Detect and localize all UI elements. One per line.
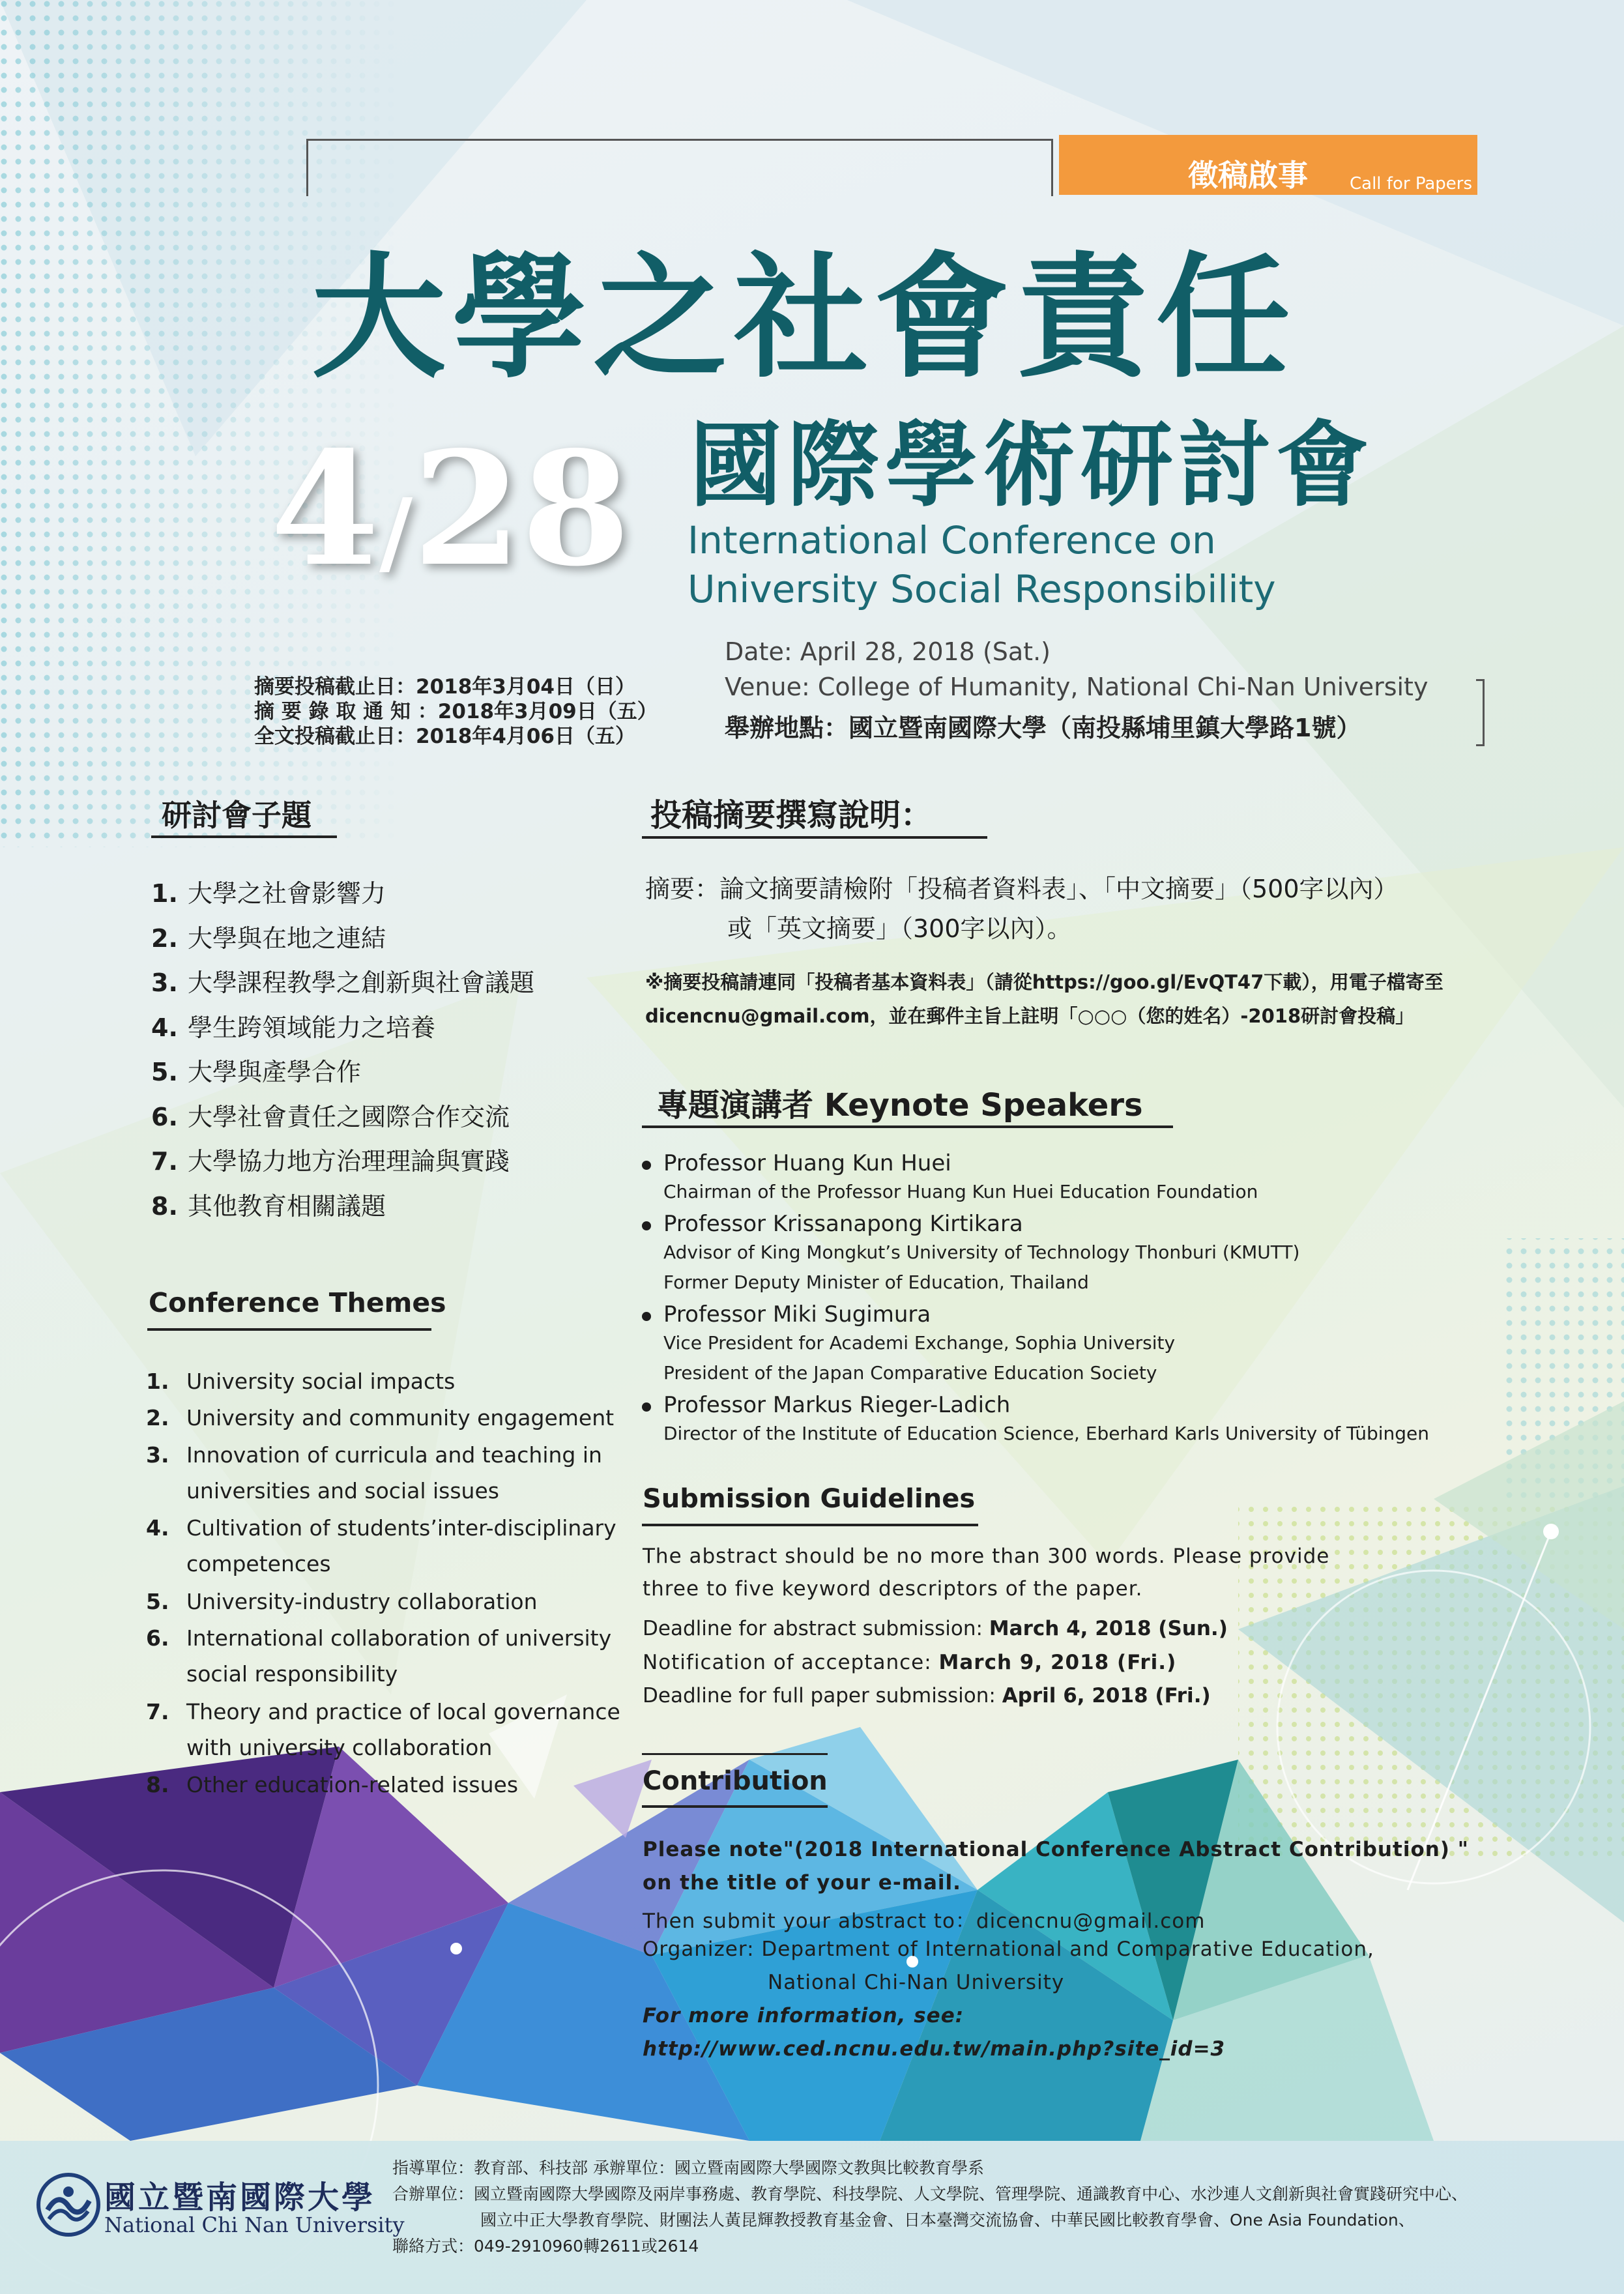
theme-zh-text: 其他教育相關議題 [188,1191,386,1221]
themes-zh-heading: 研討會子題 [162,798,312,833]
theme-zh-text: 學生跨領域能力之培養 [188,1013,436,1042]
contribution-l5: National Chi-Nan University [768,1971,1065,1994]
abstract-guide-line1: 摘要：論文摘要請檢附「投稿者資料表」、「中文摘要」（500字以內） [645,875,1399,903]
abstract-guide-note2 [645,1002,1414,1028]
theme-zh-text: 大學與產學合作 [188,1058,362,1086]
submission-d3-label: Deadline for full paper submission: [643,1684,1002,1707]
submission-d3-value: April 6, 2018 (Fri.) [1002,1684,1211,1707]
theme-en-text-cont: social responsibility [186,1661,398,1687]
submission-deadline-abstract [643,1617,1228,1640]
theme-en-text: Innovation of curricula and teaching in [186,1442,602,1468]
contribution-l3: Then submit your abstract to：dicencnu@gmail.com [643,1909,1206,1933]
submission-notification [643,1651,1176,1674]
theme-zh-item [151,918,386,954]
call-for-papers-tag [1059,135,1477,195]
deadline-abstract-zh: 摘要投稿截止日：2018年3月04日（日） [254,675,635,699]
submission-d2-value: March 9, 2018 (Fri.) [938,1651,1177,1674]
theme-en-text-cont: with university collaboration [186,1734,493,1760]
theme-zh-number: 2. [151,923,178,953]
theme-zh-text: 大學社會責任之國際合作交流 [188,1102,510,1131]
submission-deadline-full [643,1684,1211,1707]
contribution-l6: For more information, see: [643,2004,964,2027]
date-month: 4 [270,417,379,601]
university-name-zh: 國立暨南國際大學 [104,2179,376,2216]
submission-heading: Submission Guidelines [643,1484,976,1514]
theme-zh-text: 大學之社會影響力 [188,879,386,908]
event-date: Date: April 28, 2018 (Sat.) [725,637,1051,666]
theme-en-item [146,1772,519,1798]
theme-zh-item [151,1008,435,1043]
date-separator: / [379,479,413,586]
abstract-guide-note1: ※摘要投稿請連同「投稿者基本資料表」（請從https://goo.gl/EvQT47下載），用電子檔寄至 [645,971,1443,993]
sub-title-zh: 國際學術研討會 [689,411,1374,519]
theme-en-item [146,1588,538,1614]
theme-en-text: Cultivation of students’inter-disciplinary [186,1515,616,1541]
cfp-label-en: Call for Papers [1350,174,1472,194]
header-frame [306,139,1053,196]
keynote-speaker-title: Advisor of King Mongkut’s University of Technology Thonburi (KMUTT) [663,1241,1300,1263]
abstract-guide-note2b: 「○○○（您的姓名）-2018研討會投稿」 [1058,1005,1415,1027]
abstract-guide-note2a: dicencnu@gmail.com，並在郵件主旨上註明 [645,1005,1059,1027]
theme-en-number: 1. [146,1369,169,1394]
theme-en-item [146,1405,615,1431]
submission-d1-value: March 4, 2018 (Sun.) [989,1617,1228,1640]
abstract-guide-line2: 或「英文摘要」（300字以內）。 [727,914,1072,943]
contribution-heading: Contribution [643,1766,828,1796]
contribution-l2: on the title of your e-mail. [643,1871,961,1895]
footer-co-organizers-1: 合辦單位：國立暨南國際大學國際及兩岸事務處、教育學院、科技學院、人文學院、管理學院、通識教育中心、水沙連人文創新與社會實踐研究中心、 [392,2185,1468,2203]
theme-zh-number: 6. [151,1102,178,1131]
footer [0,2141,1624,2294]
theme-en-number: 8. [146,1772,169,1798]
title-en-line2: University Social Responsibility [688,567,1276,611]
contribution-link[interactable]: http://www.ced.ncnu.edu.tw/main.php?site_id=3 [643,2037,1226,2061]
submission-underline [642,1524,978,1526]
theme-zh-number: 4. [151,1013,178,1042]
keynote-speaker-name: Professor Miki Sugimura [663,1301,931,1328]
theme-zh-text: 大學協力地方治理理論與實踐 [188,1147,510,1176]
theme-en-item [146,1515,616,1577]
keynote-speaker-name: Professor Huang Kun Huei [663,1150,951,1176]
theme-en-item [146,1369,456,1394]
abstract-guide-underline [642,836,987,839]
submission-p2: three to five keyword descriptors of the paper. [643,1577,1143,1601]
contribution-topline [642,1753,828,1755]
themes-en-heading: Conference Themes [149,1287,446,1318]
theme-zh-item [151,873,386,909]
title-en-line1: International Conference on [688,518,1216,562]
footer-contact: 聯絡方式：049-2910960轉2611或2614 [392,2237,699,2256]
submission-d1-label: Deadline for abstract submission: [643,1617,989,1640]
keynote-speaker-title: Vice President for Academi Exchange, Sophia University [663,1332,1176,1354]
deadline-full-zh: 全文投稿截止日：2018年4月06日（五） [254,725,635,748]
theme-en-text: University and community engagement [186,1405,615,1431]
theme-en-text: Other education-related issues [186,1772,519,1798]
bullet-dot-icon [642,1402,651,1412]
theme-zh-text: 大學課程教學之創新與社會議題 [188,968,535,997]
theme-en-number: 3. [146,1442,169,1468]
university-name-en: National Chi Nan University [104,2213,405,2237]
keynote-speaker-title: Former Deputy Minister of Education, Thailand [663,1271,1089,1293]
theme-en-number: 4. [146,1515,169,1541]
theme-en-text-cont: competences [186,1551,331,1577]
conference-date-big [270,417,630,601]
keynote-heading: 專題演講者 Keynote Speakers [657,1087,1143,1124]
submission-p1: The abstract should be no more than 300 words. Please provide [643,1545,1330,1568]
theme-zh-item [151,1186,386,1222]
contribution-l1: Please note"(2018 International Conference Abstract Contribution) " [643,1838,1469,1861]
submission-d2-label: Notification of acceptance: [643,1651,939,1674]
deadline-notify-zh: 摘 要 錄 取 通 知 ：2018年3月09日（五） [254,700,658,723]
university-seal-icon [36,2172,101,2237]
contribution-underline [642,1805,828,1808]
event-venue-zh: 舉辦地點：國立暨南國際大學（南投縣埔里鎮大學路1號） [725,714,1361,742]
theme-zh-item [151,1141,510,1177]
theme-en-text: Theory and practice of local governance [186,1698,620,1724]
theme-zh-number: 7. [151,1147,178,1176]
bullet-dot-icon [642,1161,651,1170]
bullet-dot-icon [642,1221,651,1230]
theme-en-text: University social impacts [186,1369,456,1394]
main-title-zh: 大學之社會責任 [312,239,1298,396]
keynote-speaker-title: Chairman of the Professor Huang Kun Huei Education Foundation [663,1181,1258,1202]
theme-zh-number: 8. [151,1191,178,1221]
keynote-speaker-name: Professor Krissanapong Kirtikara [663,1211,1023,1237]
theme-en-item [146,1625,612,1687]
contribution-l4: Organizer: Department of International and Comparative Education, [643,1938,1374,1961]
theme-zh-number: 5. [151,1058,178,1086]
theme-en-item [146,1442,602,1503]
theme-zh-number: 1. [151,879,178,908]
keynote-speaker-title: Director of the Institute of Education Science, Eberhard Karls University of Tübingen [663,1423,1430,1444]
theme-en-text: University-industry collaboration [186,1588,538,1614]
theme-en-number: 6. [146,1625,169,1651]
date-day: 28 [413,417,631,601]
footer-co-organizers-2: 國立中正大學教育學院、財團法人黃昆輝教授教育基金會、日本臺灣交流協會、中華民國比較教育學會、One Asia Foundation、 [480,2211,1415,2229]
cfp-label-zh: 徵稿啟事 [1188,158,1308,193]
theme-zh-item [151,963,534,998]
venue-bracket [1476,679,1485,746]
bullet-dot-icon [642,1312,651,1321]
theme-zh-item [151,1052,361,1088]
event-venue-en: Venue: College of Humanity, National Chi-Nan University [725,673,1428,701]
keynote-speaker-name: Professor Markus Rieger-Ladich [663,1392,1011,1418]
themes-en-underline [147,1328,431,1331]
themes-zh-underline [151,835,337,838]
keynote-speaker-title: President of the Japan Comparative Education Society [663,1362,1157,1384]
theme-en-item [146,1698,620,1760]
theme-en-text-cont: universities and social issues [186,1477,499,1503]
theme-en-number: 5. [146,1588,169,1614]
abstract-guide-heading: 投稿摘要撰寫說明： [650,797,933,834]
theme-en-number: 7. [146,1698,169,1724]
theme-en-number: 2. [146,1405,169,1431]
keynote-underline [642,1125,1173,1128]
theme-zh-item [151,1097,510,1133]
footer-guidance: 指導單位：教育部、科技部 承辦單位：國立暨南國際大學國際文教與比較教育學系 [392,2158,984,2177]
theme-en-text: International collaboration of university [186,1625,612,1651]
theme-zh-text: 大學與在地之連結 [188,923,386,953]
theme-zh-number: 3. [151,968,178,997]
